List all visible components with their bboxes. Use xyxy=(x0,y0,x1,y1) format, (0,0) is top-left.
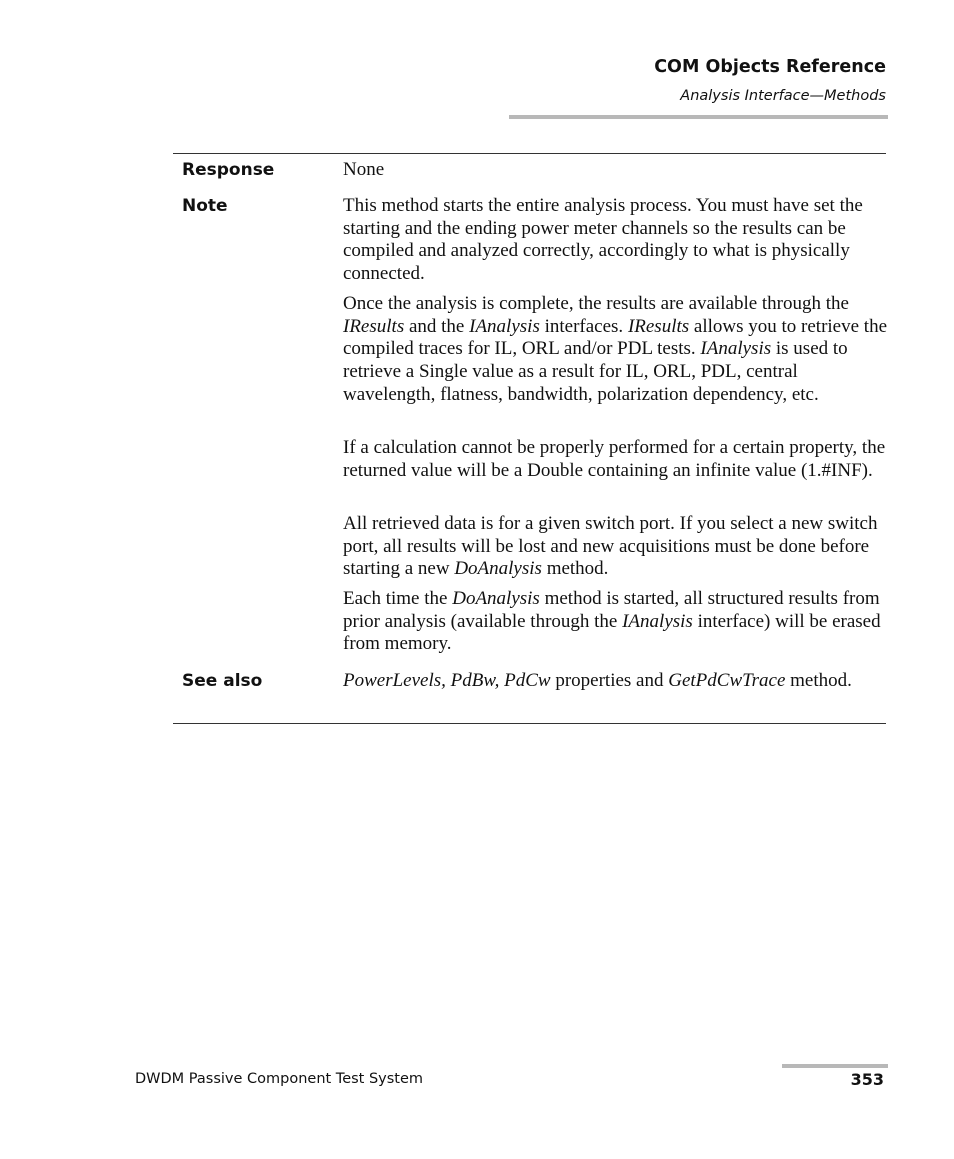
italic-term: GetPdCwTrace xyxy=(668,670,786,691)
note-paragraph-5: Each time the DoAnalysis method is started, all structured results from prior analysis (available through the IAnalysis interface) will be erased from memory. xyxy=(343,588,881,655)
note-paragraph-4: All retrieved data is for a given switch port. If you select a new switch port, all results will be lost and new acquisitions must be done before starting a new DoAnalysis method. xyxy=(343,513,878,580)
note-label: Note xyxy=(182,196,228,216)
footer-doc-title: DWDM Passive Component Test System xyxy=(135,1071,424,1087)
footer-rule xyxy=(782,1064,888,1068)
italic-term: IAnalysis xyxy=(469,315,540,337)
table-bottom-rule xyxy=(173,723,886,724)
see-also-text: PowerLevels, PdBw, PdCw properties and GetPdCwTrace method. xyxy=(343,670,852,691)
header-title: COM Objects Reference xyxy=(654,57,886,77)
header-subtitle: Analysis Interface—Methods xyxy=(680,88,886,104)
note-paragraph-2: Once the analysis is complete, the results are available through the IResults and the IAnalysis interfaces. IResults allows you to retrieve the compiled traces for IL, ORL and/or PDL tests. IAnalysis is used to retrieve a Single value as a result for IL, ORL, PDL, central wavelength, flatness, bandwidth, polarization dependency, etc. xyxy=(343,293,888,405)
italic-term: DoAnalysis xyxy=(454,558,542,580)
note-paragraph-3: If a calculation cannot be properly performed for a certain property, the returned value will be a Double containing an infinite value (1.#INF). xyxy=(343,437,886,481)
page-number: 353 xyxy=(850,1070,884,1089)
header-rule xyxy=(509,115,888,119)
italic-term: PowerLevels, PdBw, PdCw xyxy=(343,670,551,691)
response-label: Response xyxy=(182,160,275,180)
italic-term: IResults xyxy=(343,315,405,337)
italic-term: IAnalysis xyxy=(622,610,693,632)
italic-term: IResults xyxy=(627,315,690,337)
response-text: None xyxy=(343,159,385,180)
table-top-rule xyxy=(173,153,886,154)
note-paragraph-1: This method starts the entire analysis process. You must have set the starting and the ending power meter channels so the results can be compiled and analyzed correctly, accordingly to what is physically connected. xyxy=(343,195,863,285)
italic-term: IAnalysis xyxy=(700,338,772,360)
see-also-label: See also xyxy=(182,671,263,691)
italic-term: DoAnalysis xyxy=(452,588,540,609)
